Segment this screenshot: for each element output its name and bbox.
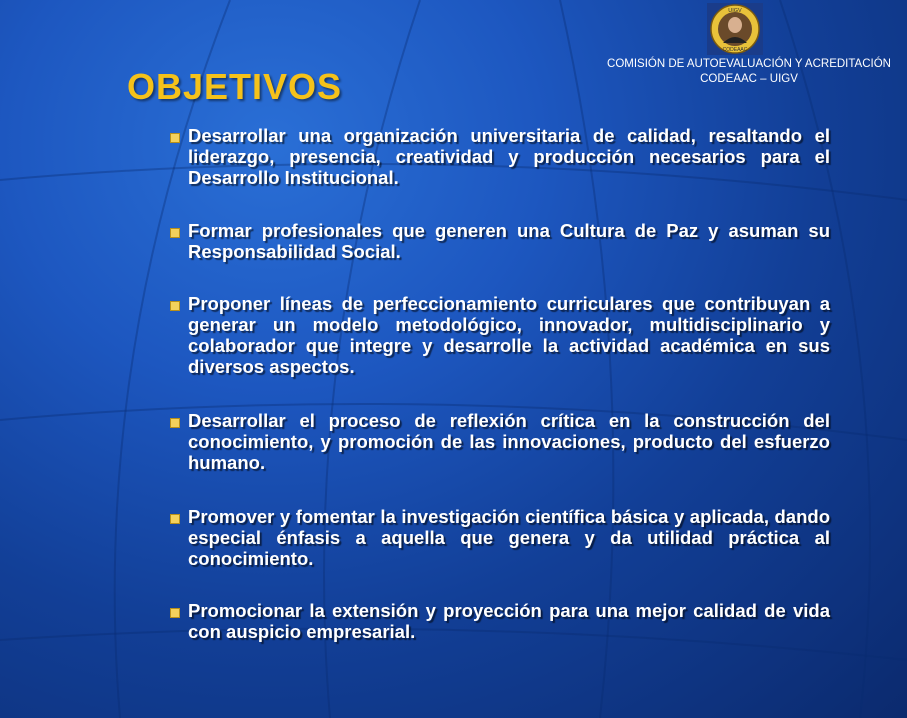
university-seal-logo bbox=[707, 3, 763, 55]
objectives-list bbox=[168, 125, 830, 642]
logo-text-bottom: CODEAAC bbox=[722, 47, 748, 53]
org-line-1: COMISIÓN DE AUTOEVALUACIÓN Y ACREDITACIÓN bbox=[607, 58, 891, 70]
objective-item bbox=[168, 600, 830, 642]
organization-header bbox=[590, 57, 907, 87]
logo-text-top: UIGV bbox=[728, 8, 742, 14]
objective-item bbox=[168, 410, 830, 473]
bullet-icon bbox=[170, 133, 180, 143]
objective-text: Promover y fomentar la investigación científica básica y aplicada, dando especial énfasis a aquella que genera y da utilidad práctica al conocimiento. bbox=[188, 506, 830, 569]
objective-text: Desarrollar una organización universitaria de calidad, resaltando el liderazgo, presencia, creatividad y producción necesarios para el Desarrollo Institucional. bbox=[188, 125, 830, 188]
objective-item bbox=[168, 506, 830, 569]
bullet-icon bbox=[170, 608, 180, 618]
bullet-icon bbox=[170, 418, 180, 428]
objective-item bbox=[168, 293, 830, 377]
objective-item bbox=[168, 125, 830, 188]
objective-text: Proponer líneas de perfeccionamiento curriculares que contribuyan a generar un modelo metodológico, innovador, multidisciplinario y colaborador que integre y desarrolle la actividad académica en sus diversos aspectos. bbox=[188, 293, 830, 377]
org-line-2: CODEAAC – UIGV bbox=[700, 73, 798, 85]
page-title: OBJETIVOS bbox=[127, 66, 343, 107]
objective-text: Formar profesionales que generen una Cultura de Paz y asuman su Responsabilidad Social. bbox=[188, 220, 830, 262]
objective-text: Promocionar la extensión y proyección para una mejor calidad de vida con auspicio empresarial. bbox=[188, 600, 830, 642]
objective-text: Desarrollar el proceso de reflexión crítica en la construcción del conocimiento, y promoción de las innovaciones, producto del esfuerzo humano. bbox=[188, 410, 830, 473]
objective-item bbox=[168, 220, 830, 262]
bullet-icon bbox=[170, 301, 180, 311]
bullet-icon bbox=[170, 514, 180, 524]
bullet-icon bbox=[170, 228, 180, 238]
